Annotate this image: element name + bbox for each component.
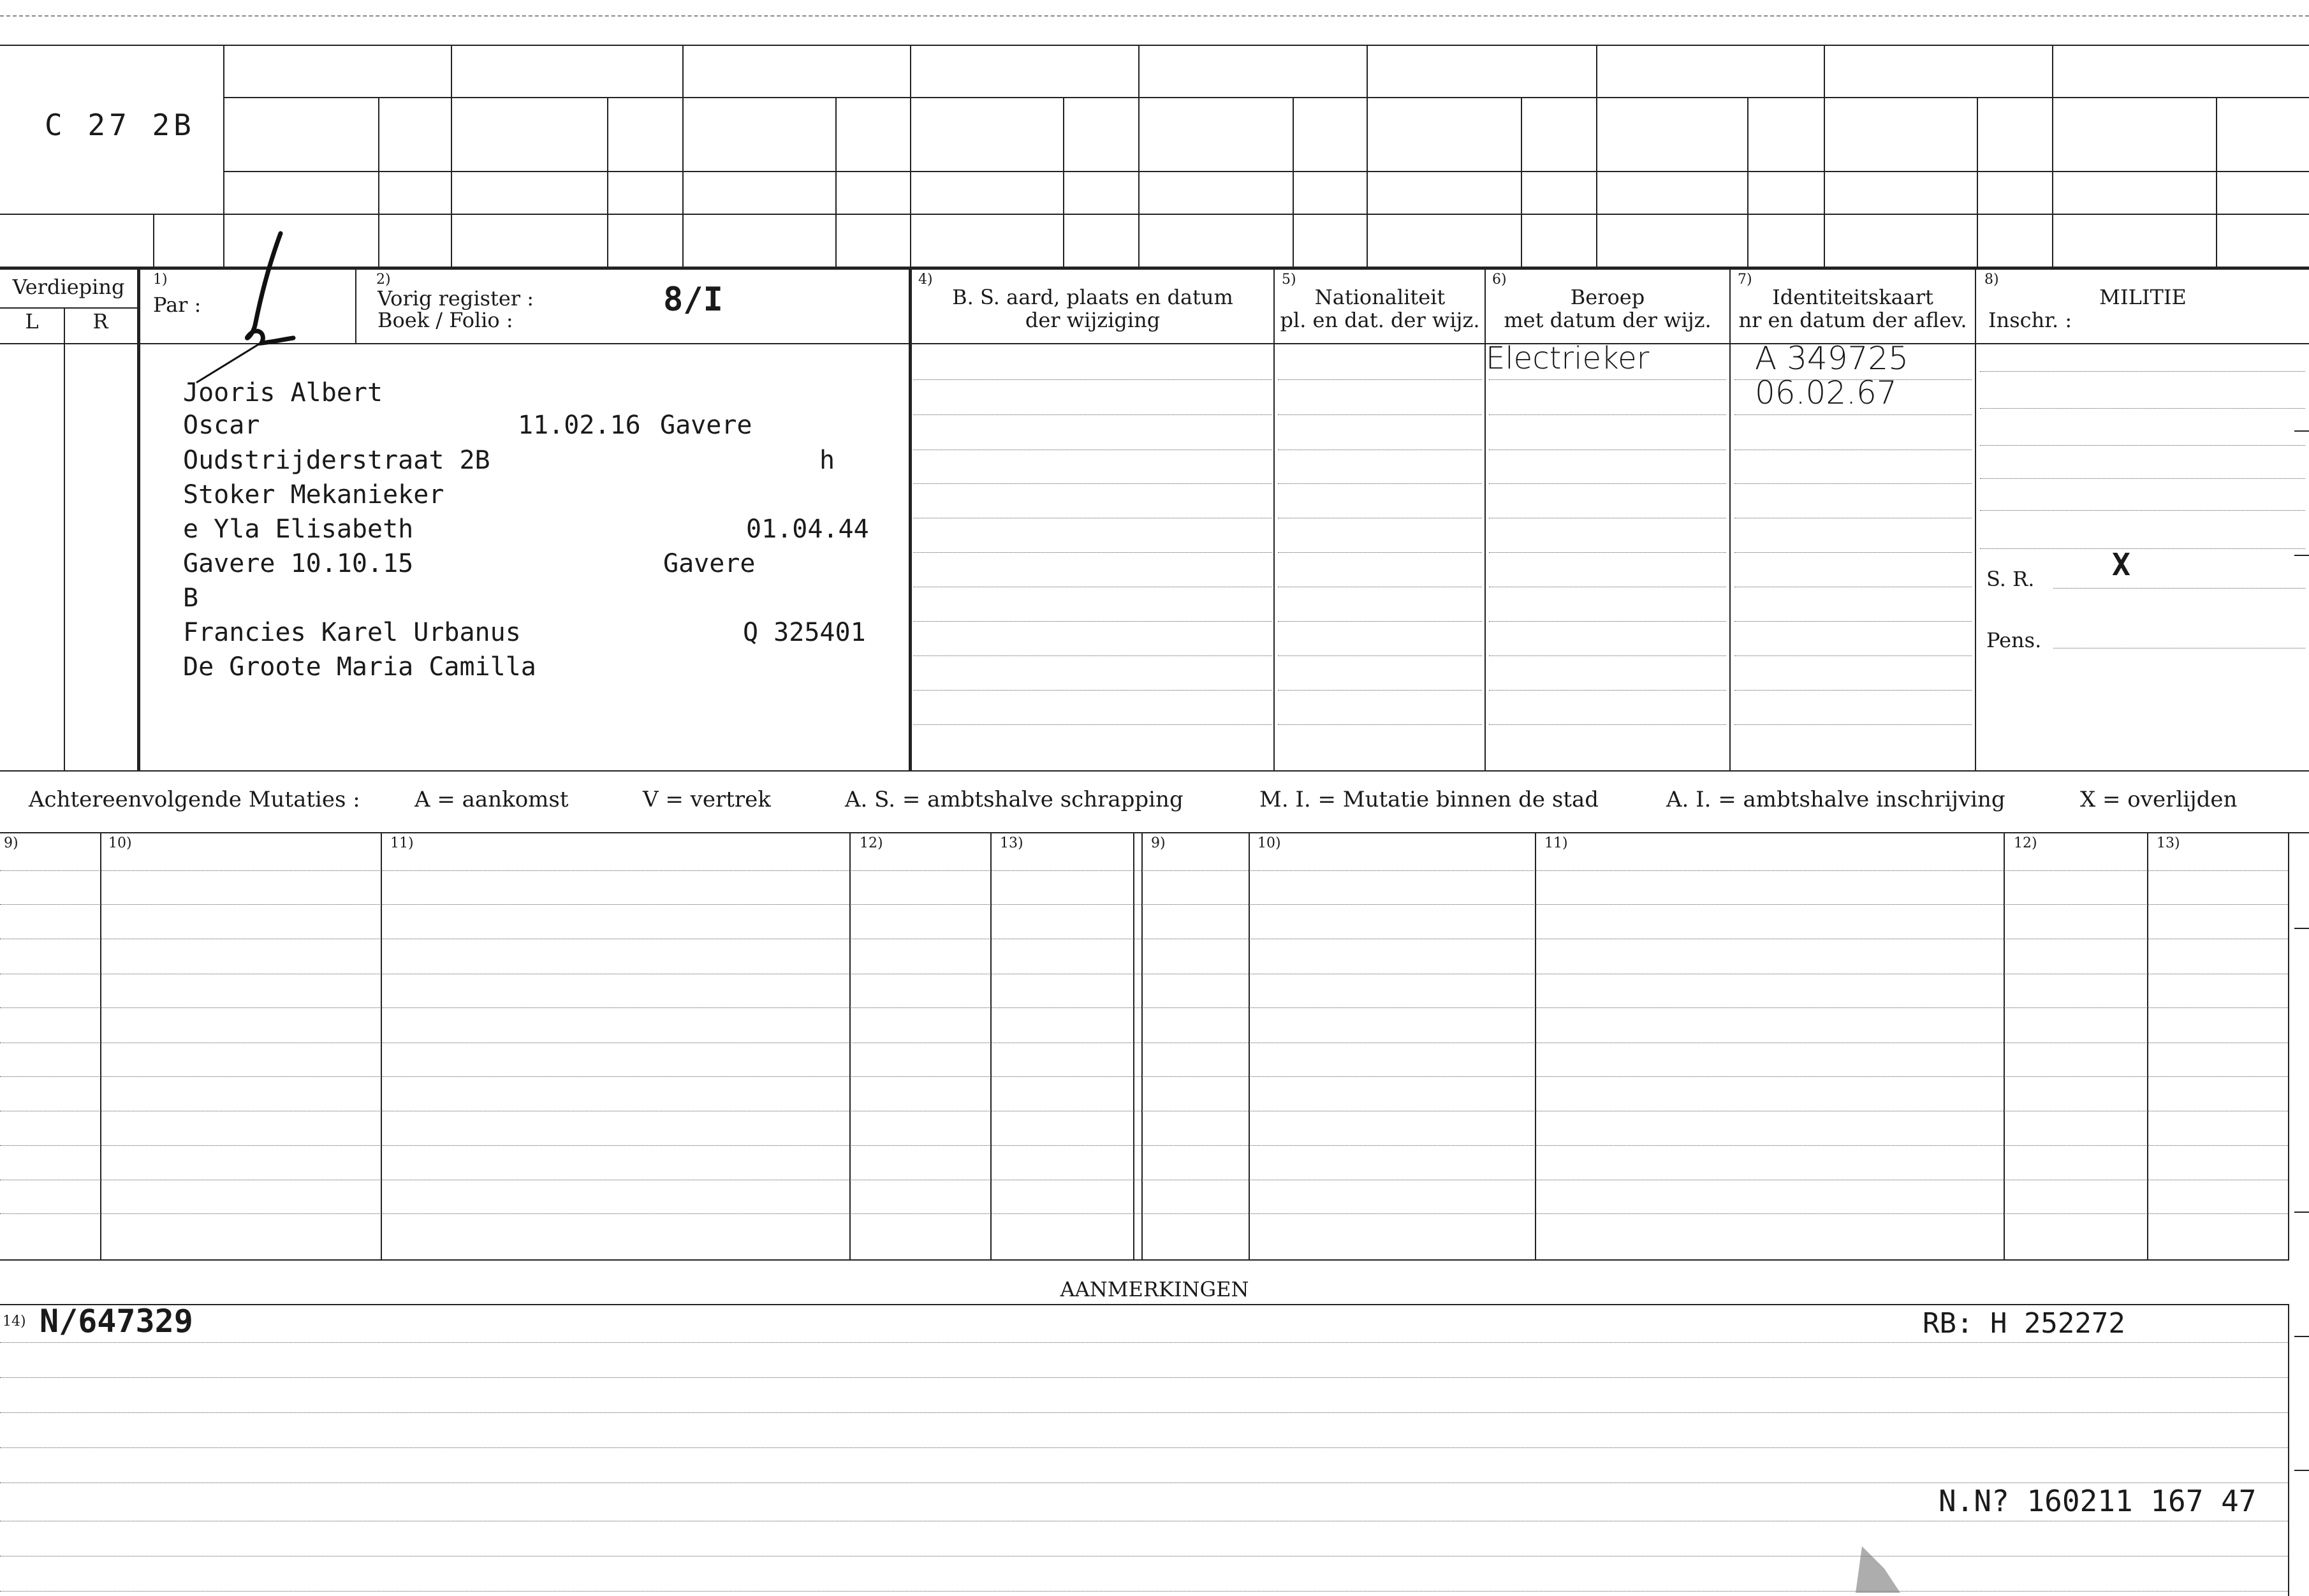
nationality-code: B: [183, 583, 199, 613]
par-label: Par :: [153, 293, 202, 317]
mother-name: De Groote Maria Camilla: [183, 652, 536, 682]
beroep-header-1: Beroep: [1570, 285, 1645, 309]
stamp-smudge-icon: [1849, 1543, 1907, 1594]
grid-number: 13): [2157, 835, 2180, 851]
bs-header-1: B. S. aard, plaats en datum: [952, 285, 1233, 309]
grid-number: 11): [390, 835, 414, 851]
grid-number: 9): [1151, 835, 1166, 851]
father-name: Francies Karel Urbanus: [183, 618, 521, 647]
col-number: 7): [1738, 272, 1752, 288]
col-l-label: L: [25, 309, 39, 333]
id-header-1: Identiteitskaart: [1772, 285, 1933, 309]
handwritten-mark-icon: [191, 230, 306, 395]
grid-number: 12): [860, 835, 883, 851]
remark-nn: N.N? 160211 167 47: [1939, 1484, 2257, 1518]
inschr-label: Inschr. :: [1988, 308, 2072, 332]
mutatie-overlijden: X = overlijden: [2080, 787, 2238, 812]
mutaties-label: Achtereenvolgende Mutaties :: [29, 787, 360, 812]
id-card-number: A 349725: [1755, 340, 1909, 377]
person-birth-date: 11.02.16: [518, 411, 641, 440]
bs-header-2: der wijziging: [1025, 308, 1161, 332]
nationaliteit-header-1: Nationaliteit: [1314, 285, 1446, 309]
sr-value: X: [2112, 547, 2130, 583]
nationaliteit-header-2: pl. en dat. der wijz.: [1280, 308, 1480, 332]
grid-number: 12): [2014, 835, 2037, 851]
marriage-date: 01.04.44: [746, 515, 869, 544]
sr-label: S. R.: [1986, 567, 2035, 591]
mutatie-schrapping: A. S. = ambtshalve schrapping: [845, 787, 1184, 812]
spouse-name: e Yla Elisabeth: [183, 515, 414, 544]
militie-header: MILITIE: [2099, 285, 2187, 309]
beroep-value: Electrieker: [1486, 340, 1650, 376]
col-number: 4): [918, 272, 933, 288]
register-code: C 27 2B: [45, 108, 195, 142]
id-card-date: 06.02.67: [1755, 374, 1897, 411]
grid-number: 11): [1544, 835, 1568, 851]
grid-number: 13): [1000, 835, 1023, 851]
spouse-birth: Gavere 10.10.15: [183, 549, 414, 578]
col-number: 2): [376, 272, 391, 288]
person-firstname: Oscar: [183, 411, 260, 440]
remark-rb: RB: H 252272: [1923, 1307, 2125, 1340]
beroep-header-2: met datum der wijz.: [1504, 308, 1712, 332]
verdieping-label: Verdieping: [12, 275, 125, 299]
id-header-2: nr en datum der aflev.: [1738, 308, 1967, 332]
col-number: 5): [1282, 272, 1296, 288]
boek-folio-label: Boek / Folio :: [378, 308, 513, 332]
person-address: Oudstrijderstraat 2B: [183, 446, 490, 475]
col-number: 8): [1984, 272, 1999, 288]
mutatie-aankomst: A = aankomst: [414, 787, 569, 812]
col-r-label: R: [92, 309, 108, 333]
pens-label: Pens.: [1986, 628, 2042, 652]
father-id: Q 325401: [743, 618, 866, 647]
aanmerkingen-title: AANMERKINGEN: [1060, 1277, 1249, 1301]
remark-number: 14): [3, 1314, 26, 1329]
col-number: 6): [1492, 272, 1507, 288]
boek-folio-value: 8/I: [663, 281, 723, 319]
vorig-register-label: Vorig register :: [378, 286, 534, 311]
mutatie-binnen-stad: M. I. = Mutatie binnen de stad: [1259, 787, 1599, 812]
grid-number: 10): [108, 835, 132, 851]
person-name: Jooris Albert: [183, 378, 383, 407]
grid-number: 9): [4, 835, 18, 851]
person-address-flag: h: [819, 446, 835, 475]
remark-n-number: N/647329: [40, 1303, 193, 1340]
person-birth-place: Gavere: [660, 411, 752, 440]
col-number: 1): [153, 272, 168, 288]
mutatie-vertrek: V = vertrek: [643, 787, 771, 812]
spouse-place: Gavere: [663, 549, 756, 578]
person-occupation: Stoker Mekanieker: [183, 480, 444, 509]
grid-number: 10): [1257, 835, 1281, 851]
mutatie-inschrijving: A. I. = ambtshalve inschrijving: [1666, 787, 2005, 812]
